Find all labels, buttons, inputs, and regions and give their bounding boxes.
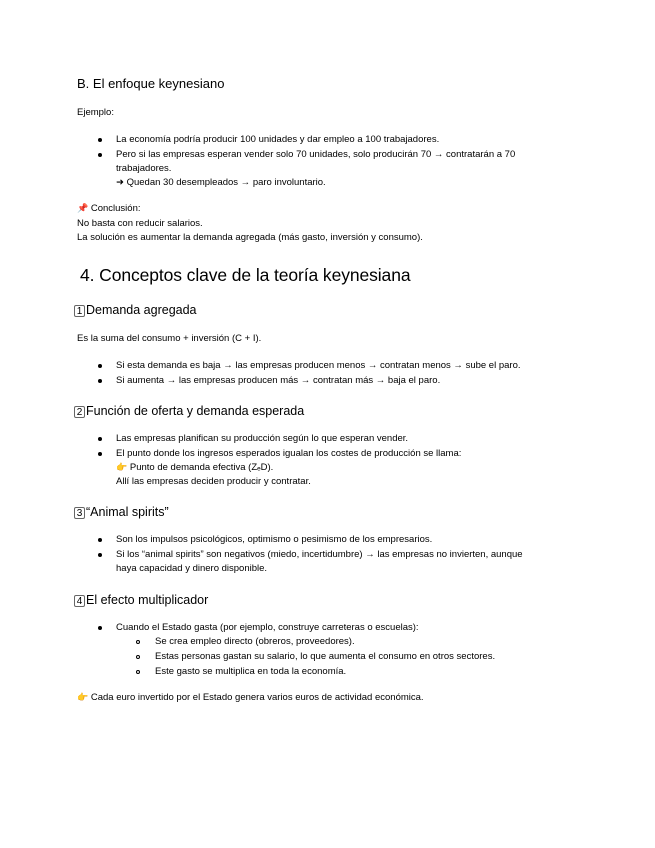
bullet [98, 379, 102, 383]
sub-bullet [136, 670, 140, 674]
list-item: Cuando el Estado gasta (por ejemplo, construye carreteras o escuelas): [116, 622, 419, 633]
pointing-hand-icon: 👉 [116, 462, 128, 472]
list-item-note: Allí las empresas deciden producir y contratar. [116, 476, 311, 487]
pointing-hand-icon: 👉 [77, 692, 89, 702]
list-item: Pero si las empresas esperan vender solo 70 unidades, solo producirán 70 → contratarán a 70 [116, 149, 516, 160]
list-item-note [116, 461, 273, 475]
conclusion-line [77, 202, 141, 216]
number-2-icon: 2 [74, 406, 85, 418]
list-item-note: ➜ Quedan 30 desempleados → paro involuntario. [116, 177, 326, 188]
list-item: Si los “animal spirits” son negativos (miedo, incertidumbre) → las empresas no invierten, aunque [116, 549, 523, 560]
sub-list-item: Estas personas gastan su salario, lo que aumenta el consumo en otros sectores. [155, 651, 496, 662]
bullet [98, 538, 102, 542]
concept-3-heading [74, 504, 169, 520]
concept-1-heading [74, 302, 197, 318]
closing-text: Cada euro invertido por el Estado genera varios euros de actividad económica. [90, 692, 424, 703]
bullet [98, 153, 102, 157]
concept-4-heading [74, 592, 208, 608]
sub-list-item: Este gasto se multiplica en toda la economía. [155, 666, 347, 677]
pushpin-icon: 📌 [77, 203, 89, 213]
conclusion-text: No basta con reducir salarios. [77, 218, 203, 229]
number-1-icon: 1 [74, 305, 85, 317]
number-4-icon: 4 [74, 595, 85, 607]
concept-3-title: “Animal spirits” [86, 505, 169, 519]
concept-1-title: Demanda agregada [86, 303, 197, 317]
sub-bullet [136, 655, 140, 659]
list-item: La economía podría producir 100 unidades y dar empleo a 100 trabajadores. [116, 134, 440, 145]
section-b-title: B. El enfoque keynesiano [77, 76, 225, 91]
list-item: Las empresas planifican su producción según lo que esperan vender. [116, 433, 409, 444]
section-4-title: 4. Conceptos clave de la teoría keynesiana [80, 265, 411, 285]
list-item: Si aumenta → las empresas producen más → contratan más → baja el paro. [116, 375, 441, 386]
example-label: Ejemplo: [77, 107, 114, 118]
bullet [98, 452, 102, 456]
list-item: Son los impulsos psicológicos, optimismo o pesimismo de los empresarios. [116, 534, 433, 545]
list-item-continuation: haya capacidad y dinero disponible. [116, 563, 268, 574]
bullet [98, 626, 102, 630]
bullet [98, 138, 102, 142]
effective-demand-point: Punto de demanda efectiva (ZₑD). [129, 462, 274, 473]
closing-note [77, 691, 424, 705]
sub-list-item: Se crea empleo directo (obreros, proveedores). [155, 636, 355, 647]
bullet [98, 437, 102, 441]
conclusion-text: La solución es aumentar la demanda agregada (más gasto, inversión y consumo). [77, 232, 423, 243]
concept-2-title: Función de oferta y demanda esperada [86, 404, 305, 418]
concept-1-intro: Es la suma del consumo + inversión (C + I). [77, 333, 262, 344]
bullet [98, 364, 102, 368]
concept-2-heading [74, 403, 304, 419]
concept-4-title: El efecto multiplicador [86, 593, 209, 607]
list-item-continuation: trabajadores. [116, 163, 172, 174]
sub-bullet [136, 640, 140, 644]
conclusion-label: Conclusión: [90, 203, 141, 214]
number-3-icon: 3 [74, 507, 85, 519]
list-item: El punto donde los ingresos esperados igualan los costes de producción se llama: [116, 448, 462, 459]
list-item: Si esta demanda es baja → las empresas producen menos → contratan menos → sube el paro. [116, 360, 521, 371]
bullet [98, 553, 102, 557]
